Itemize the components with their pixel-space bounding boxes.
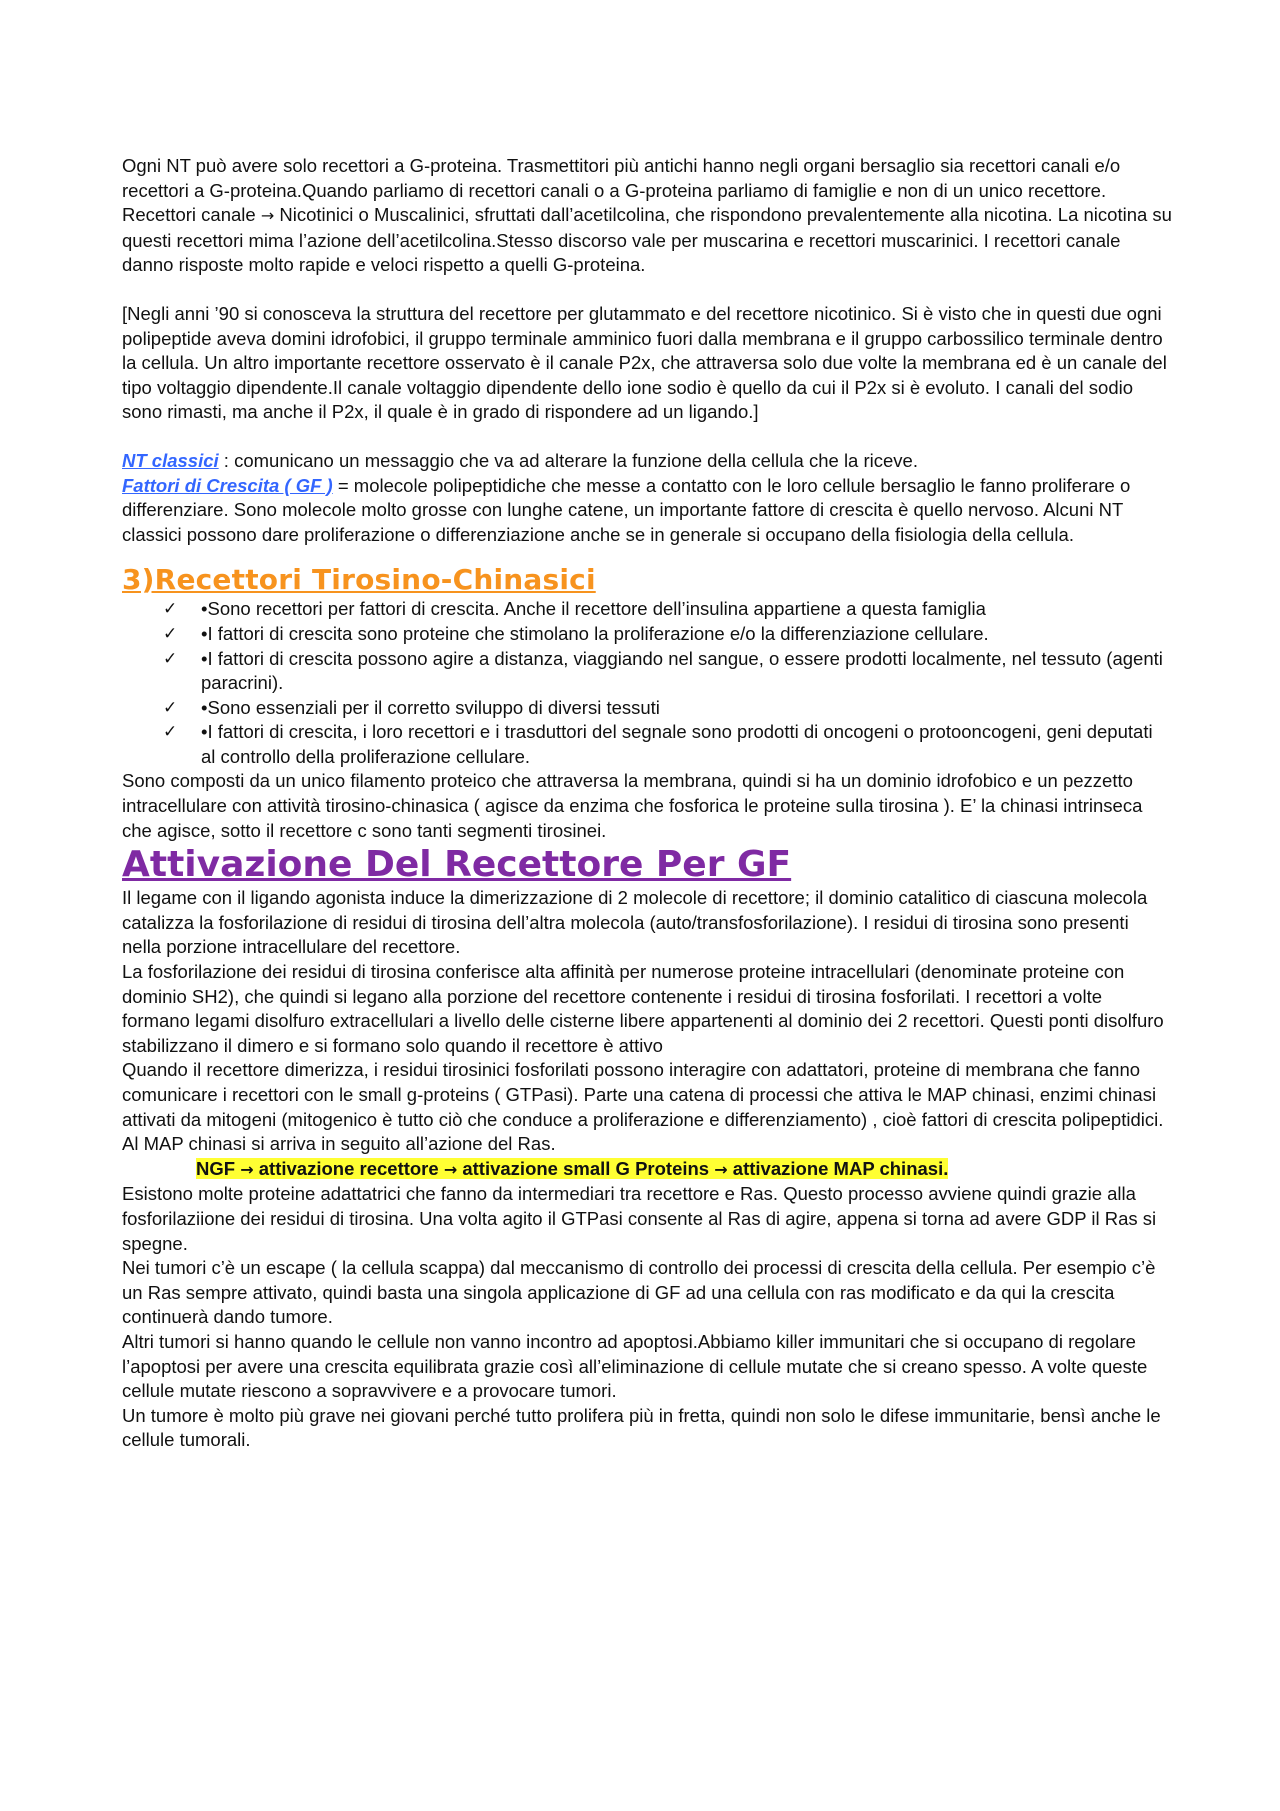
check-icon: ✓ <box>163 648 178 669</box>
list-item <box>163 622 1172 647</box>
list-item-text: •Sono essenziali per il corretto sviluppo di diversi tessuti <box>201 696 660 718</box>
list-item <box>163 720 1172 769</box>
intro-p2-lead: Recettori canale <box>122 204 261 226</box>
gf-paragraph-7: Altri tumori si hanno quando le cellule non vanno incontro ad apoptosi.Abbiamo killer immunitari che si occupano di regolare l’apoptosi per avere una crescita equilibrata grazie così all’eliminazione di cellule mutate che si creano spesso. A volte queste cellule mutate riescono a sopravvivere e a provocare tumori. <box>122 1330 1148 1402</box>
list-item <box>163 696 1172 721</box>
list-item-text: •I fattori di crescita, i loro recettori e i trasduttori del segnale sono prodotti di oncogeni o protooncogeni, geni deputati al controllo della proliferazione cellulare. <box>201 721 1153 767</box>
arrow-icon: → <box>714 1159 728 1179</box>
gf-activation-heading: Attivazione Del Recettore Per GF <box>122 844 792 886</box>
fattori-crescita-text: = molecole polipeptidiche che messe a contatto con le loro cellule bersaglio le fanno proliferare o differenziare. Sono molecole molto grosse con lunghe catene, un importante fattore di crescita è quello nervoso. Alcuni NT classici possono dare proliferazione o differenziazione anche se in generale si occupano della fisiologia della cellula. <box>122 474 1131 545</box>
highlighted-chain <box>122 1157 1172 1183</box>
list-item-text: •Sono recettori per fattori di crescita. Anche il recettore dell’insulina appartiene a questa famiglia <box>201 598 986 620</box>
gf-paragraph-2: La fosforilazione dei residui di tirosina conferisce alta affinità per numerose proteine intracellulari (denominate proteine con dominio SH2), che quindi si legano alla porzione del recettore contenente i residui di tirosina fosforilati. I recettori a volte formano legami disolfuro extracellulari a livello delle cisterne libere appartenenti al dominio dei 2 recettori. Questi ponti disolfuro stabilizzano il dimero e si formano solo quando il recettore è attivo <box>122 961 1164 1056</box>
chain-step-4: attivazione MAP chinasi. <box>727 1157 949 1179</box>
section-3-checklist <box>122 597 1172 769</box>
gf-paragraph-6: Nei tumori c’è un escape ( la cellula scappa) dal meccanismo di controllo dei processi di crescita della cellula. Per esempio c’è un Ras sempre attivato, quindi basta una singola applicazione di GF ad una cellula con ras modificato e da qui la crescita continuerà dando tumore. <box>122 1257 1156 1328</box>
document-page <box>122 154 1172 1453</box>
section-3-heading: 3)Recettori Tirosino-Chinasici <box>122 563 596 597</box>
check-icon: ✓ <box>163 722 178 743</box>
arrow-icon: → <box>443 1159 458 1179</box>
list-item <box>163 647 1172 696</box>
intro-p2-rest: Nicotinici o Muscalinici, sfruttati dall’acetilcolina, che rispondono prevalentemente alla nicotina. La nicotina su questi recettori mima l’azione dell’acetilcolina.Stesso discorso vale per muscarina e recettori muscarinici. I recettori canale danno risposte molto rapide e veloci rispetto a quelli G-proteina. <box>122 204 1172 276</box>
nt-classici-link[interactable]: NT classici <box>122 449 219 471</box>
list-item-text: •I fattori di crescita possono agire a distanza, viaggiando nel sangue, o essere prodotti localmente, nel tessuto (agenti paracrini). <box>201 647 1163 694</box>
list-item-text: •I fattori di crescita sono proteine che stimolano la proliferazione e/o la differenziazione cellulare. <box>201 622 989 644</box>
gf-paragraph-4: Al MAP chinasi si arriva in seguito all’azione del Ras. <box>122 1133 556 1155</box>
gf-paragraph-3: Quando il recettore dimerizza, i residui tirosinici fosforilati possono interagire con adattatori, proteine di membrana che fanno comunicare i recettori con le small g-proteins ( GTPasi). Parte una catena di processi che attiva le MAP chinasi, enzimi chinasi attivati da mitogeni (mitogenico è tutto ciò che conduce a proliferazione e differenziamento) , cioè fattori di crescita polipeptidici. <box>122 1059 1164 1130</box>
chain-step-2: attivazione recettore <box>253 1157 444 1179</box>
check-icon: ✓ <box>163 623 178 644</box>
intro-paragraph-2 <box>122 203 1172 278</box>
chain-step-1: NGF <box>196 1157 241 1179</box>
gf-paragraph-5: Esistono molte proteine adattatrici che fanno da intermediari tra recettore e Ras. Questo processo avviene quindi grazie alla fosforilaziione dei residui di tirosina. Una volta agito il GTPasi consente al Ras di agire, appena si torna ad avere GDP il Ras si spegne. <box>122 1183 1157 1254</box>
fattori-crescita-link[interactable]: Fattori di Crescita ( GF ) <box>122 474 333 496</box>
gf-paragraph-1: Il legame con il ligando agonista induce la dimerizzazione di 2 molecole di recettore; il dominio catalitico di ciascuna molecola catalizza la fosforilazione di residui di tirosina dell’altra molecola (auto/transfosforilazione). I residui di tirosina sono presenti nella porzione intracellulare del recettore. <box>122 887 1148 958</box>
section-3-paragraph: Sono composti da un unico filamento proteico che attraversa la membrana, quindi si ha un dominio idrofobico e un pezzetto intracellulare con attività tirosino-chinasica ( agisce da enzima che fosforica le proteine sulla tirosina ). E’ la chinasi intrinseca che agisce, sotto il recettore c sono tanti segmenti tirosinei. <box>122 770 1143 841</box>
spacer <box>122 278 1172 302</box>
nt-classici-text: : comunicano un messaggio che va ad alterare la funzione della cellula che la riceve. <box>218 449 918 471</box>
arrow-icon: → <box>240 1159 254 1179</box>
definition-fattori-crescita <box>122 474 1172 548</box>
check-icon: ✓ <box>163 599 178 620</box>
list-item <box>163 597 1172 622</box>
chain-step-3: attivazione small G Proteins <box>457 1157 715 1179</box>
definition-nt-classici <box>122 449 1172 474</box>
intro-paragraph-1: Ogni NT può avere solo recettori a G-proteina. Trasmettitori più antichi hanno negli organi bersaglio sia recettori canali e/o recettori a G-proteina.Quando parliamo di recettori canali o a G-proteina parliamo di famiglie e non di un unico recettore. <box>122 155 1121 201</box>
gf-paragraph-8: Un tumore è molto più grave nei giovani perché tutto prolifera più in fretta, quindi non solo le difese immunitarie, bensì anche le cellule tumorali. <box>122 1404 1161 1451</box>
bracket-paragraph: [Negli anni ’90 si conosceva la struttura del recettore per glutammato e del recettore nicotinico. Si è visto che in questi due ogni polipeptide aveva domini idrofobici, il gruppo terminale amminico fuori dalla membrana e il gruppo carbossilico terminale dentro la cellula. Un altro importante recettore osservato è il canale P2x, che attraversa solo due volte la membrana ed è un canale del tipo voltaggio dipendente.Il canale voltaggio dipendente dello ione sodio è quello da cui il P2x si è evoluto. I canali del sodio sono rimasti, ma anche il P2x, il quale è in grado di rispondere ad un ligando.] <box>122 302 1167 423</box>
check-icon: ✓ <box>163 697 178 718</box>
highlight <box>196 1158 948 1179</box>
arrow-icon: → <box>260 206 275 226</box>
spacer <box>122 425 1172 449</box>
